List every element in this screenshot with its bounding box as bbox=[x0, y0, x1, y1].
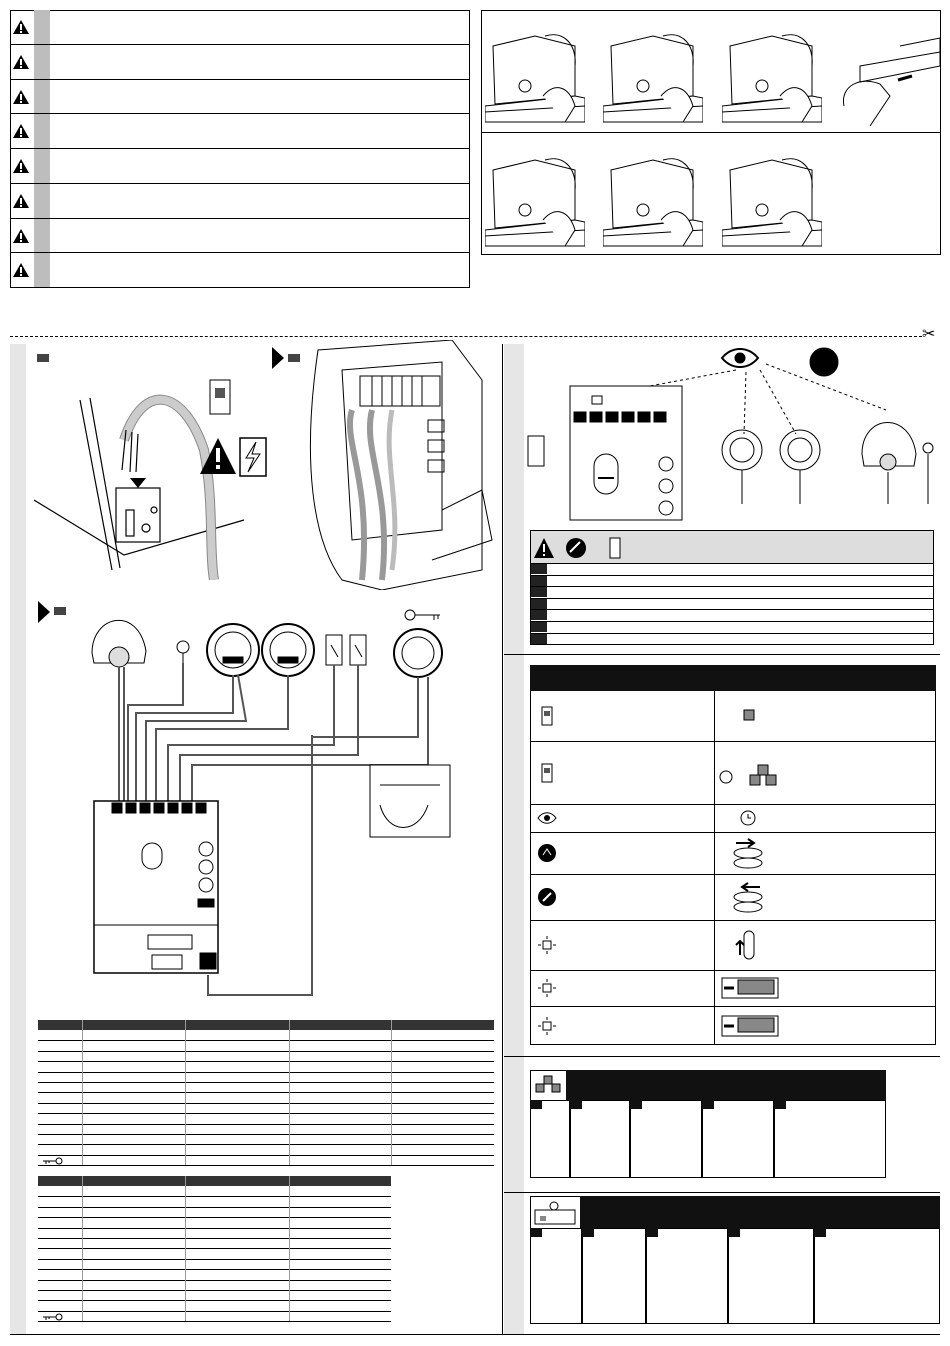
procedure-2-header bbox=[580, 1196, 940, 1228]
procedure-1-step-4 bbox=[702, 1100, 774, 1178]
procedure-2-step-4-number bbox=[728, 1228, 740, 1237]
install-step-6-illustration bbox=[603, 150, 703, 250]
procedure-1-step-2-number bbox=[570, 1100, 582, 1109]
check-row-line bbox=[531, 633, 933, 634]
lamp-slow-icon bbox=[537, 1016, 557, 1036]
wiring-table-2-col bbox=[185, 1176, 186, 1321]
legend-table-header bbox=[530, 665, 936, 691]
procedure-1-step-3-number bbox=[630, 1100, 642, 1109]
check-row-marker bbox=[531, 576, 547, 586]
install-step-1-illustration bbox=[485, 26, 585, 126]
key-icon bbox=[42, 1313, 64, 1321]
wiring-diagram bbox=[88, 605, 468, 1000]
wiring-table-1-row bbox=[38, 1124, 494, 1125]
wiring-table-1-row bbox=[38, 1103, 494, 1104]
procedure-2-step-5 bbox=[814, 1228, 940, 1324]
wrench-icon bbox=[537, 887, 557, 907]
install-step-3-illustration bbox=[722, 26, 822, 126]
wiring-table-2-row bbox=[38, 1217, 391, 1218]
wiring-table-2-row bbox=[38, 1196, 391, 1197]
lamp-icon bbox=[537, 935, 557, 955]
check-row-marker bbox=[531, 622, 547, 632]
wiring-table-1-col bbox=[289, 1020, 290, 1165]
wiring-table-1-row bbox=[38, 1040, 494, 1041]
check-panel-illustration bbox=[526, 344, 940, 526]
wiring-table-2-row bbox=[38, 1290, 391, 1291]
warning-triangle-icon bbox=[12, 89, 30, 105]
legend-table-divider bbox=[714, 691, 715, 1045]
warning-triangle-icon bbox=[12, 19, 30, 35]
procedure-2-step-4 bbox=[728, 1228, 814, 1324]
procedure-1-step-1 bbox=[530, 1100, 570, 1178]
bottom-border bbox=[10, 1334, 940, 1335]
wiring-table-1-row bbox=[38, 1134, 494, 1135]
install-step-4-illustration bbox=[840, 36, 940, 126]
check-row-line bbox=[531, 621, 933, 622]
legend-row-line bbox=[530, 920, 936, 921]
wiring-table-2-row bbox=[38, 1228, 391, 1229]
procedure-2-step-1-number bbox=[530, 1228, 542, 1237]
check-row-line bbox=[531, 598, 933, 599]
wiring-table-2-row bbox=[38, 1207, 391, 1208]
left-sidebar-strip bbox=[10, 344, 26, 1334]
procedure-1-step-3 bbox=[630, 1100, 702, 1178]
legend-row-line bbox=[530, 1006, 936, 1007]
install-step-2-illustration bbox=[603, 26, 703, 126]
wiring-table-2-row bbox=[38, 1269, 391, 1270]
check-row-marker bbox=[531, 610, 547, 620]
install-step-5-illustration bbox=[485, 150, 585, 250]
lamp-flash-icon bbox=[537, 978, 557, 998]
procedure-2-step-3-number bbox=[646, 1228, 658, 1237]
warning-row bbox=[10, 184, 470, 219]
procedure-1-step-5-number bbox=[774, 1100, 786, 1109]
warning-bar bbox=[34, 10, 50, 44]
procedure-2-step-1 bbox=[530, 1228, 582, 1324]
wiring-table-2-col bbox=[82, 1176, 83, 1321]
wiring-table-1-header bbox=[38, 1020, 494, 1030]
wiring-table-2-row bbox=[38, 1311, 391, 1312]
warning-row bbox=[10, 253, 470, 288]
legend-symbol-1 bbox=[718, 700, 782, 732]
wiring-table-1-row bbox=[38, 1144, 494, 1145]
wiring-table-1-row bbox=[38, 1082, 494, 1083]
wiring-table-2-col bbox=[289, 1176, 290, 1321]
wiring-table-1-row bbox=[38, 1072, 494, 1073]
wiring-table-2-header bbox=[38, 1176, 391, 1186]
warning-bar bbox=[34, 114, 50, 148]
wiring-table-1-col bbox=[391, 1020, 392, 1165]
legend-symbol-8 bbox=[718, 1010, 782, 1042]
scissors-icon: ✂ bbox=[922, 326, 936, 343]
breaker-icon bbox=[537, 706, 557, 726]
wiring-table-1-row bbox=[38, 1155, 494, 1156]
procedure-2-step-5-number bbox=[814, 1228, 826, 1237]
section-divider-1 bbox=[504, 654, 940, 655]
check-table-header-icons bbox=[534, 536, 626, 560]
procedure-1-step-1-number bbox=[530, 1100, 542, 1109]
timer-board-icon bbox=[534, 1200, 578, 1226]
legend-symbol-5 bbox=[718, 881, 782, 913]
warning-triangle-icon bbox=[12, 158, 30, 174]
wiring-table-1-row bbox=[38, 1092, 494, 1093]
warning-row bbox=[10, 149, 470, 184]
warning-row bbox=[10, 219, 470, 254]
section-divider-3 bbox=[504, 1192, 940, 1193]
warning-bar bbox=[34, 184, 50, 218]
figure-arrow-icon-2 bbox=[38, 601, 50, 623]
procedure-2-step-2 bbox=[582, 1228, 646, 1324]
wiring-table-1-col bbox=[82, 1020, 83, 1165]
warning-triangle-icon bbox=[12, 262, 30, 278]
check-row-marker bbox=[531, 564, 547, 574]
wiring-table-2-row bbox=[38, 1300, 391, 1301]
check-row-marker bbox=[531, 634, 547, 644]
check-row-marker bbox=[531, 599, 547, 609]
check-row-line bbox=[531, 563, 933, 564]
procedure-2-step-2-number bbox=[582, 1228, 594, 1237]
warning-row bbox=[10, 45, 470, 80]
warning-bar bbox=[34, 219, 50, 253]
wiring-table-2-row bbox=[38, 1238, 391, 1239]
warning-bar bbox=[34, 149, 50, 183]
check-row-line bbox=[531, 575, 933, 576]
check-row-marker bbox=[531, 587, 547, 597]
legend-row-line bbox=[530, 832, 936, 833]
warning-triangle-icon bbox=[12, 54, 30, 70]
check-row-line bbox=[531, 586, 933, 587]
legend-symbol-2 bbox=[718, 757, 782, 789]
figure-label-3 bbox=[54, 607, 66, 615]
wiring-table-2-row bbox=[38, 1259, 391, 1260]
control-box-wiring-illustration bbox=[282, 340, 498, 590]
warning-triangle-icon bbox=[12, 193, 30, 209]
breaker-icon bbox=[537, 763, 557, 783]
cut-line bbox=[10, 336, 922, 337]
electric-warning-icon bbox=[198, 436, 268, 478]
right-sidebar-strip bbox=[504, 344, 524, 1334]
warning-triangle-icon bbox=[12, 228, 30, 244]
procedure-1-step-4-number bbox=[702, 1100, 714, 1109]
key-icon bbox=[42, 1157, 64, 1165]
procedure-1-header bbox=[566, 1070, 886, 1100]
lamp-cluster-icon bbox=[534, 1074, 562, 1098]
legend-symbol-6 bbox=[718, 929, 782, 961]
wiring-table-1-row bbox=[38, 1113, 494, 1114]
procedure-1-step-5 bbox=[774, 1100, 886, 1178]
legend-symbol-3 bbox=[718, 802, 782, 834]
procedure-1-step-2 bbox=[570, 1100, 630, 1178]
install-step-7-illustration bbox=[722, 150, 822, 250]
wiring-table-1-row bbox=[38, 1061, 494, 1062]
check-row-line bbox=[531, 609, 933, 610]
warning-row bbox=[10, 10, 470, 45]
warning-triangle-icon bbox=[12, 123, 30, 139]
procedure-2-step-3 bbox=[646, 1228, 728, 1324]
legend-row-line bbox=[530, 970, 936, 971]
wiring-table-1-row bbox=[38, 1165, 494, 1166]
warning-bar bbox=[34, 80, 50, 114]
legend-row-line bbox=[530, 874, 936, 875]
wiring-table-2-row bbox=[38, 1248, 391, 1249]
warning-row bbox=[10, 114, 470, 149]
legend-symbol-4 bbox=[718, 837, 782, 869]
section-divider-2 bbox=[504, 1056, 940, 1057]
legend-symbol-7 bbox=[718, 972, 782, 1004]
legend-row-line bbox=[530, 741, 936, 742]
warning-bar bbox=[34, 253, 50, 287]
wiring-table-2-row bbox=[38, 1280, 391, 1281]
wiring-table-1-row bbox=[38, 1051, 494, 1052]
wiring-table-1-col bbox=[185, 1020, 186, 1165]
warning-row bbox=[10, 80, 470, 115]
wiring-table-2-row bbox=[38, 1321, 391, 1322]
eye-icon bbox=[537, 808, 557, 828]
hand-icon bbox=[537, 843, 557, 863]
warning-bar bbox=[34, 45, 50, 79]
